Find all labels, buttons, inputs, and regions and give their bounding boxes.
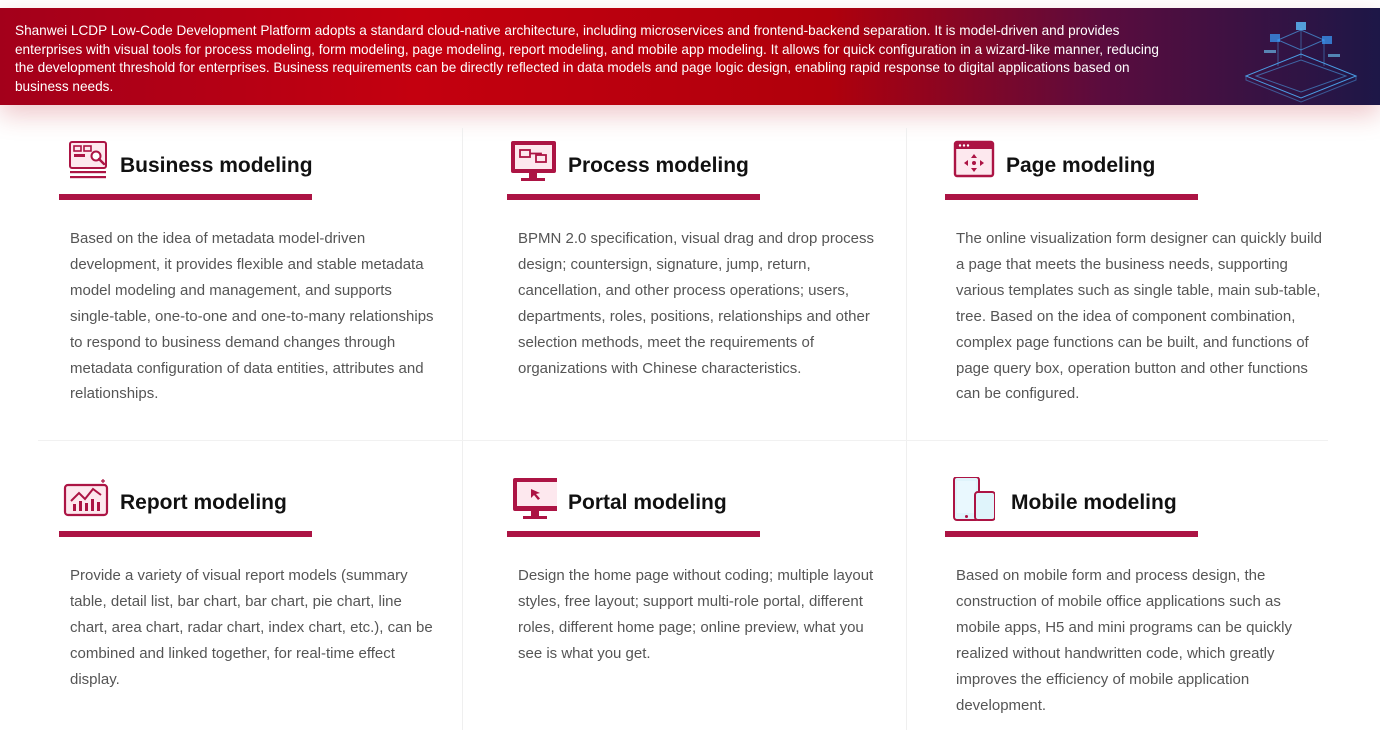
portal-modeling-icon [507, 477, 557, 521]
card-title: Portal modeling [568, 491, 727, 514]
business-modeling-icon [59, 140, 109, 184]
intro-banner [0, 8, 1380, 105]
card-title: Report modeling [120, 491, 287, 514]
feature-card-process-modeling [507, 140, 897, 430]
report-modeling-icon [59, 477, 109, 521]
card-accent-bar [945, 194, 1198, 200]
process-modeling-icon [507, 140, 557, 184]
card-title: Business modeling [120, 154, 313, 177]
card-accent-bar [507, 194, 760, 200]
card-description: Based on the idea of metadata model-driven development, it provides flexible and stable metadata model modeling and management, and supports single-table, one-to-one and one-to-many relationships to respond to business demand changes through metadata configuration of data entities, attributes and relationships. [70, 230, 434, 403]
column-divider [462, 128, 463, 730]
feature-card-portal-modeling [507, 477, 897, 717]
card-title: Process modeling [568, 154, 749, 177]
row-divider [38, 440, 1328, 441]
feature-card-page-modeling [945, 140, 1335, 430]
feature-card-report-modeling [59, 477, 449, 717]
card-description: Based on mobile form and process design, the construction of mobile office applications such as mobile apps, H5 and mini programs can be quickly realized without handwritten code, which greatly improves the efficiency of mobile application development. [956, 567, 1292, 714]
card-description: The online visualization form designer can quickly build a page that meets the business needs, supporting various templates such as single table, main sub-table, tree. Based on the idea of component combination, complex page functions can be built, and functions of page query box, operation button and other functions can be configured. [956, 230, 1323, 403]
card-description: BPMN 2.0 specification, visual drag and drop process design; countersign, signature, jump, return, cancellation, and other process operations; users, departments, roles, positions, relationships and other selection methods, meet the requirements of organizations with Chinese characteristics. [518, 230, 875, 377]
page-modeling-icon [945, 140, 995, 184]
column-divider [906, 128, 907, 730]
mobile-modeling-icon [945, 477, 995, 521]
feature-card-business-modeling [59, 140, 449, 430]
card-description: Provide a variety of visual report models (summary table, detail list, bar chart, bar chart, pie chart, line chart, area chart, radar chart, index chart, etc.), can be combined and linked together, for real-time effect display. [70, 567, 433, 688]
card-accent-bar [945, 531, 1198, 537]
card-title: Mobile modeling [1011, 491, 1177, 514]
feature-card-mobile-modeling [945, 477, 1335, 727]
cloud-platform-illustration-icon [1226, 10, 1376, 104]
card-accent-bar [59, 194, 312, 200]
banner-text: Shanwei LCDP Low-Code Development Platform adopts a standard cloud-native architecture, including microservices and frontend-backend separation. It is model-driven and provides enterprises with visual tools for process modeling, form modeling, page modeling, report modeling, and mobile app modeling. It allows for quick configuration in a wizard-like manner, reducing the development threshold for enterprises. Business requirements can be directly reflected in data models and page logic design, enabling rapid response to digital applications based on business needs. [15, 23, 1159, 94]
card-title: Page modeling [1006, 154, 1156, 177]
card-accent-bar [507, 531, 760, 537]
card-description: Design the home page without coding; multiple layout styles, free layout; support multi-role portal, different roles, different home page; online preview, what you see is what you get. [518, 567, 874, 662]
card-accent-bar [59, 531, 312, 537]
